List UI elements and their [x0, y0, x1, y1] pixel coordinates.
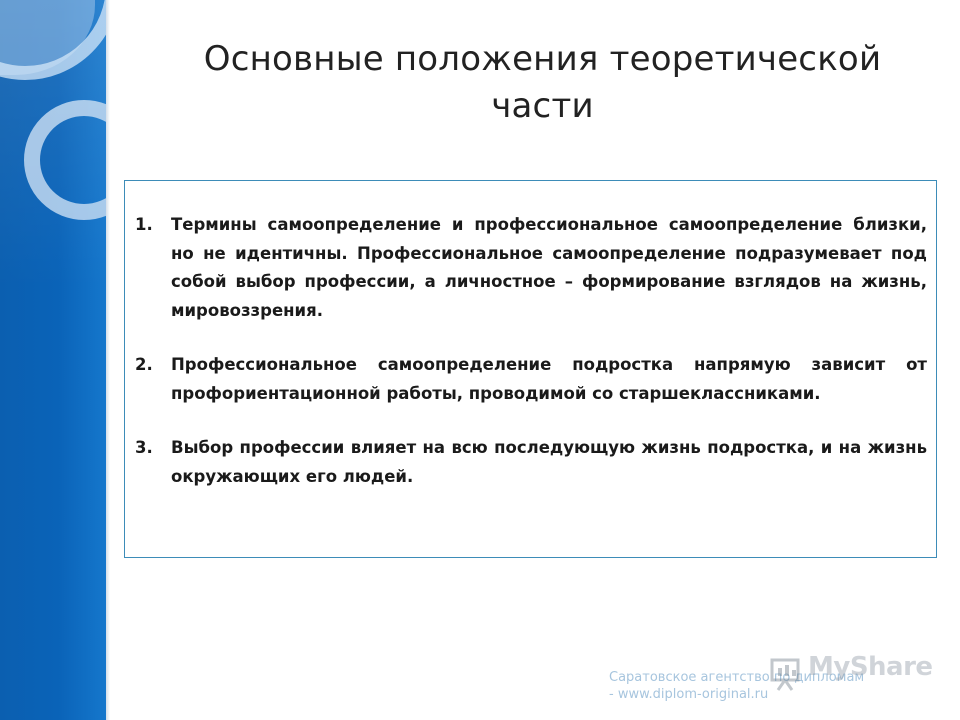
- list-item-text: Термины самоопределение и профессиональное самоопределение близки, но не идентичны. Профессиональное самоопределение подразумевает под собой выбор профессии, а личностное – формирование взглядов на жизнь, мировоззрения.: [171, 215, 927, 320]
- list-item-text: Профессиональное самоопределение подростка напрямую зависит от профориентационной работы, проводимой со старшеклассниками.: [171, 355, 927, 403]
- slide-title: [150, 36, 935, 130]
- list-item-number: 2.: [135, 355, 153, 374]
- slide-title-line-2: части: [491, 86, 594, 126]
- slide-title-line-1: Основные положения теоретической: [203, 39, 882, 79]
- decorative-side-band: [0, 0, 106, 720]
- footer-line-1: Саратовское агентство по дипломам: [609, 670, 865, 685]
- points-list: [135, 211, 927, 517]
- band-edge-shadow: [106, 0, 110, 720]
- list-item-number: 3.: [135, 438, 153, 457]
- list-item-text: Выбор профессии влияет на всю последующую жизнь подростка, и на жизнь окружающих его людей.: [171, 438, 927, 486]
- list-item-number: 1.: [135, 215, 153, 234]
- list-item: [135, 211, 927, 325]
- watermark-logo-text: MyShare: [808, 652, 933, 682]
- presentation-board-icon: [768, 654, 808, 692]
- content-box: [124, 180, 937, 558]
- footer-line-2: - www.diplom-original.ru: [609, 687, 769, 702]
- list-item: [135, 351, 927, 408]
- list-item: [135, 434, 927, 491]
